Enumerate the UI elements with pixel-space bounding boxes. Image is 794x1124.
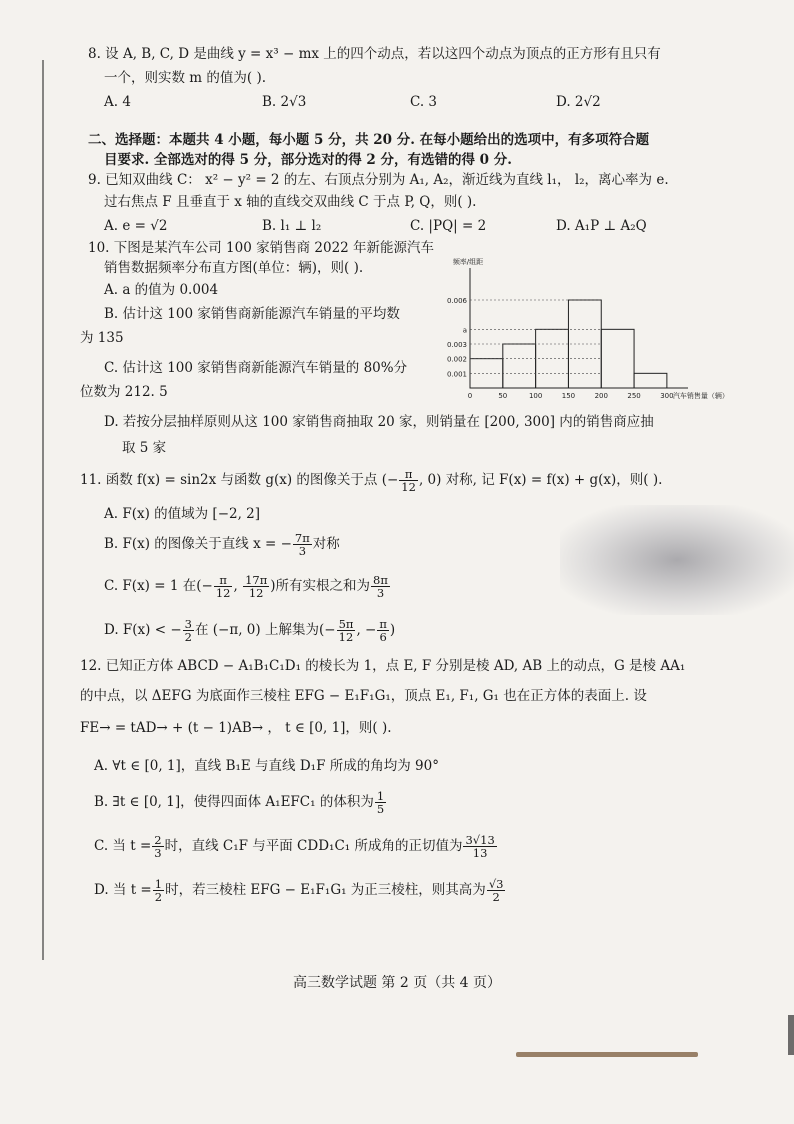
y-tick-label: 0.002 (446, 355, 467, 364)
q8-option-c: C. 3 (410, 94, 438, 110)
frac (371, 574, 390, 599)
q9-stem-line2: 过右焦点 F 且垂直于 x 轴的直线交双曲线 C 于点 P, Q，则( ). (104, 194, 477, 210)
scan-shadow (560, 505, 794, 615)
frac (375, 790, 386, 815)
frac-den: 5 (376, 802, 385, 816)
q8-stem-line1: 8. 设 A, B, C, D 是曲线 y = x³ − mx 上的四个动点，若以这四个动点为顶点的正方形有且只有 (88, 46, 661, 62)
frac-num: 1 (376, 789, 385, 803)
q12-option-b-text: B. ∃t ∈ [0, 1]，使得四面体 A₁EFC₁ 的体积为 (94, 794, 374, 810)
page-edge-line (42, 60, 44, 960)
frac (463, 834, 496, 859)
frac-den: 2 (154, 890, 163, 904)
q12-stem-line2: 的中点，以 ΔEFG 为底面作三棱柱 EFG − E₁F₁G₁，顶点 E₁, F₁, G₁ 也在正方体的表面上. 设 (80, 688, 647, 704)
frac-num: 1 (154, 877, 163, 891)
q12-stem-line1: 12. 已知正方体 ABCD − A₁B₁C₁D₁ 的棱长为 1，点 E, F 分别是棱 AD, AB 上的动点，G 是棱 AA₁ (80, 658, 686, 674)
frac (487, 878, 506, 903)
page-footer: 高三数学试题 第 2 页（共 4 页） (292, 975, 502, 991)
q10-option-b-line1: B. 估计这 100 家销售商新能源汽车销量的平均数 (104, 306, 400, 322)
x-tick-label: 300 (660, 392, 674, 400)
q10-stem-line1: 10. 下图是某汽车公司 100 家销售商 2022 年新能源汽车 (88, 240, 435, 256)
q12-option-c (94, 834, 498, 859)
q12-option-a: A. ∀t ∈ [0, 1]，直线 B₁E 与直线 D₁F 所成的角均为 90° (94, 758, 439, 774)
q11-option-b-tail: 对称 (312, 536, 340, 552)
q11-point-frac (399, 468, 418, 493)
q8-stem-line2: 一个，则实数 m 的值为( ). (104, 70, 266, 86)
q11-option-d-text: D. F(x) < − (104, 622, 182, 638)
frac (153, 878, 164, 903)
q12-option-b (94, 790, 387, 815)
frac (152, 834, 163, 859)
x-tick-label: 200 (594, 392, 608, 400)
q11-stem-part2: 对称, 记 F(x) = f(x) + g(x)，则( ). (445, 472, 663, 488)
frac-den: 3 (154, 846, 162, 860)
frac-den: 12 (248, 586, 264, 600)
q11-stem (80, 468, 662, 493)
x-tick-label: 100 (528, 392, 543, 400)
x-tick-label: 50 (498, 392, 508, 400)
frac-num: 3√13 (465, 833, 495, 847)
section2-heading-line1: 二、选择题：本题共 4 小题，每小题 5 分，共 20 分. 在每小题给出的选项中，有多项符合题 (88, 132, 650, 148)
x-tick-label: 0 (467, 392, 473, 400)
scan-artifact (516, 1052, 698, 1057)
frac-num: 8π (373, 573, 388, 587)
y-tick-label: a (462, 326, 467, 335)
q11-option-c: C. F(x) = 1 在(− $\frac{\pi}{12}$ , $\frac{17\pi}{12}$ )所有实根之和为 $\frac{8\pi}{3}$ (104, 573, 388, 600)
q10-option-c-line2: 位数为 212. 5 (80, 384, 168, 400)
q10-option-b-line2: 为 135 (80, 330, 124, 346)
frac (337, 618, 356, 643)
q8-option-d: D. 2√2 (556, 94, 601, 110)
histogram-bar (568, 300, 601, 388)
q9-option-b: B. l₁ ⊥ l₂ (262, 218, 322, 234)
frac-den: 12 (338, 630, 354, 644)
frequency-histogram (440, 250, 729, 400)
q11-option-c-text: C. F(x) = 1 在 (104, 578, 197, 594)
frac (243, 574, 269, 599)
frac (183, 618, 194, 643)
frac-den: 6 (379, 630, 387, 644)
q9-stem-line1: 9. 已知双曲线 C： x² − y² = 2 的左、右顶点分别为 A₁, A₂，渐近线为直线 l₁， l₂，离心率为 e. (88, 172, 669, 188)
q12-option-c-mid: 时，直线 C₁F 与平面 CDD₁C₁ 所成角的正切值为 (164, 838, 463, 854)
scan-edge (788, 1015, 794, 1055)
q12-option-c-text: C. 当 t = (94, 838, 152, 854)
q11-option-c-tail: 所有实根之和为 (275, 578, 371, 594)
q11-option-d: D. F(x) < − $\frac{3}{2}$ 在 (−π, 0) 上解集为(− $\frac{5\pi}{12}$ , − $\frac{\pi}{6}$ ) (104, 617, 396, 644)
frac-num: 7π (294, 531, 310, 545)
q12-option-d-mid: 时，若三棱柱 EFG − E₁F₁G₁ 为正三棱柱，则其高为 (165, 882, 486, 898)
frac-num: 3 (184, 617, 192, 631)
frac-num: π (379, 617, 387, 631)
q9-option-a: A. e = √2 (104, 218, 168, 234)
y-tick-label: 0.003 (446, 341, 467, 349)
q11-option-b (104, 532, 340, 557)
q11-option-a: A. F(x) 的值域为 [−2, 2] (104, 506, 261, 522)
frac-den: 13 (472, 846, 488, 860)
q9-option-c: C. |PQ| = 2 (410, 218, 487, 234)
frac-num: √3 (488, 877, 504, 891)
frac-den: 3 (298, 544, 307, 558)
q10-stem-line2: 销售数据频率分布直方图(单位：辆)，则( ). (104, 260, 364, 276)
q11-option-b-frac (293, 532, 312, 557)
frac-num: 17π (245, 573, 268, 587)
y-tick-label: 0.001 (446, 370, 467, 379)
y-tick-label: 0.006 (446, 297, 467, 305)
y-axis-label: 频率/组距 (452, 258, 484, 266)
frac-num: 5π (338, 617, 354, 631)
q11-point: (− $\frac{\pi}{12}$ , 0) (381, 467, 442, 494)
q12-option-d-text: D. 当 t = (94, 882, 152, 898)
frac-num: π (214, 574, 233, 587)
q11-stem-part1: 11. 函数 f(x) = sin2x 与函数 g(x) 的图像关于点 (80, 472, 378, 488)
q10-option-a: A. a 的值为 0.004 (104, 282, 219, 298)
x-axis-label: 汽车销售量（辆） (672, 392, 729, 400)
frac-den: 2 (184, 630, 192, 644)
q11-option-b-text: B. F(x) 的图像关于直线 x = − (104, 536, 292, 552)
histogram-bar (634, 373, 667, 388)
section2-heading-line2: 目要求. 全部选对的得 5 分，部分选对的得 2 分，有选错的得 0 分. (104, 152, 512, 168)
q8-option-b: B. 2√3 (262, 94, 307, 110)
frac (214, 574, 233, 599)
q10-option-c-line1: C. 估计这 100 家销售商新能源汽车销量的 80%分 (104, 360, 408, 376)
frac-den: 3 (376, 586, 385, 600)
q9-option-d: D. A₁P ⊥ A₂Q (556, 218, 647, 234)
q10-option-d-line2: 取 5 家 (122, 440, 167, 456)
frac (377, 618, 389, 643)
frac-den: 12 (401, 480, 416, 494)
q11-option-d-mid: 在 (−π, 0) 上解集为 (194, 622, 319, 638)
frac-num: 2 (154, 833, 162, 847)
q12-option-d (94, 878, 506, 903)
q11-point-tail: , 0 (418, 472, 437, 488)
histogram-bar (601, 329, 634, 388)
q12-stem-line3: FE→ = tAD→ + (t − 1)AB→ ， t ∈ [0, 1]，则( ). (80, 720, 392, 736)
q10-option-d-line1: D. 若按分层抽样原则从这 100 家销售商抽取 20 家，则销量在 [200, 300] 内的销售商应抽 (104, 414, 654, 430)
frac-den: 2 (492, 890, 500, 904)
histogram-bar (503, 344, 536, 388)
q8-option-a: A. 4 (104, 94, 131, 110)
frac-num: π (399, 468, 418, 481)
x-tick-label: 150 (561, 392, 576, 400)
frac-den: 12 (215, 586, 231, 600)
x-tick-label: 250 (627, 392, 641, 400)
